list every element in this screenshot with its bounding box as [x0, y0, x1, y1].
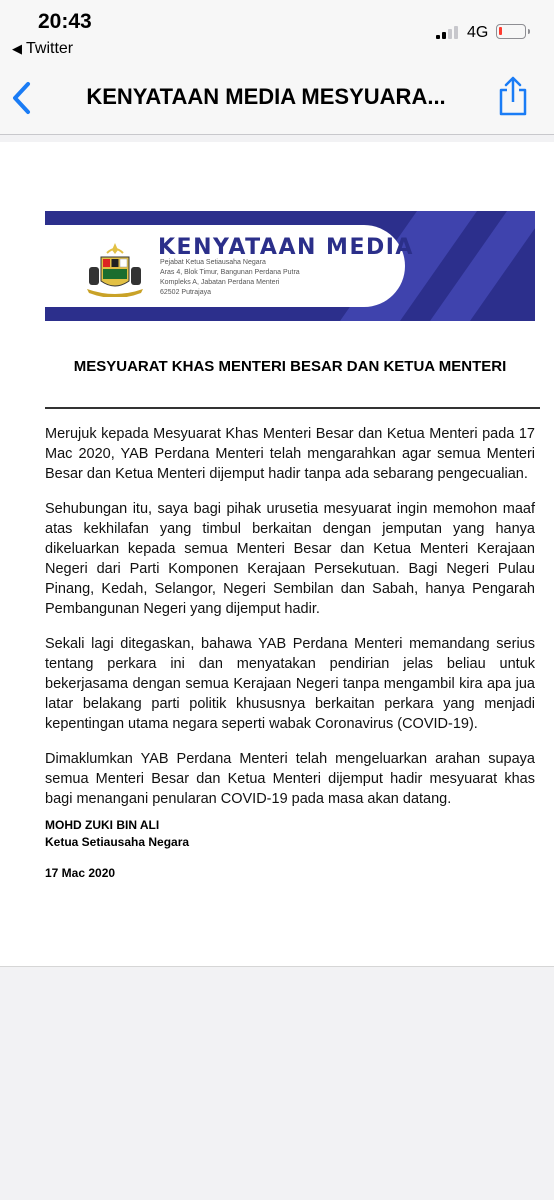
address-line: 62502 Putrajaya	[160, 289, 211, 296]
paragraph: Dimaklumkan YAB Perdana Menteri telah mengeluarkan arahan supaya semua Menteri Besar dan Ketua Menteri dijemput hadir mesyuarat khas bagi menangani penularan COVID-19 pada masa akan datang.	[45, 751, 535, 807]
address-line: Aras 4, Blok Timur, Bangunan Perdana Putra	[160, 269, 300, 276]
paragraph: Merujuk kepada Mesyuarat Khas Menteri Besar dan Ketua Menteri pada 17 Mac 2020, YAB Perdana Menteri telah mengarahkan agar semua Menteri Besar dan Ketua Menteri dijemput hadir tanpa ada sebarang pengecualian.	[45, 426, 535, 482]
navigation-bar	[0, 60, 554, 135]
document-date: 17 Mac 2020	[45, 866, 116, 880]
heading-divider	[45, 407, 540, 409]
back-button[interactable]	[8, 78, 38, 118]
signal-strength-icon	[436, 25, 462, 39]
share-icon	[496, 74, 530, 118]
document-body	[45, 424, 535, 824]
share-button[interactable]	[496, 74, 530, 118]
document-heading: MESYUARAT KHAS MENTERI BESAR DAN KETUA MENTERI	[73, 358, 507, 375]
back-to-app-link[interactable]	[12, 40, 73, 58]
document-page	[0, 142, 554, 967]
battery-icon	[496, 24, 526, 39]
coat-of-arms-logo	[83, 241, 147, 297]
back-app-label: Twitter	[26, 40, 74, 57]
address-line: Kompleks A, Jabatan Perdana Menteri	[160, 279, 280, 286]
signatory-name: MOHD ZUKI BIN ALI	[45, 818, 160, 832]
network-type: 4G	[467, 24, 489, 41]
banner-title: KENYATAAN MEDIA	[158, 235, 414, 260]
address-line: Pejabat Ketua Setiausaha Negara	[160, 259, 266, 266]
signatory-title: Ketua Setiausaha Negara	[45, 835, 190, 849]
back-triangle-icon: ◀	[12, 41, 22, 56]
page-title: KENYATAAN MEDIA MESYUARA...	[86, 84, 446, 109]
chevron-left-icon	[8, 78, 38, 118]
status-bar	[0, 0, 554, 60]
paragraph: Sekali lagi ditegaskan, bahawa YAB Perdana Menteri memandang serius tentang perkara ini dan menyatakan pendirian jelas beliau untuk bekerjasama dengan semua Kerajaan Negeri tanpa mengambil kira apa jua latar belakang parti politik khususnya berkaitan perkara yang menjadi kepentingan utama negara seperti wabak Coronavirus (COVID-19).	[45, 636, 535, 732]
clock: 20:43	[38, 10, 92, 33]
paragraph: Sehubungan itu, saya bagi pihak urusetia mesyuarat ingin memohon maaf atas kekhilafan yang timbul berkaitan dengan jemputan yang hanya dikeluarkan kepada semua Menteri Besar dan Ketua Menteri Kerajaan Negeri dari Parti Komponen Kerajaan Persekutuan. Bagi Negeri Pulau Pinang, Kedah, Selangor, Negeri Sembilan dan Sabah, hanya Pengarah Pembangunan Negeri yang dijemput hadir.	[45, 501, 535, 617]
press-release-banner	[45, 211, 535, 321]
